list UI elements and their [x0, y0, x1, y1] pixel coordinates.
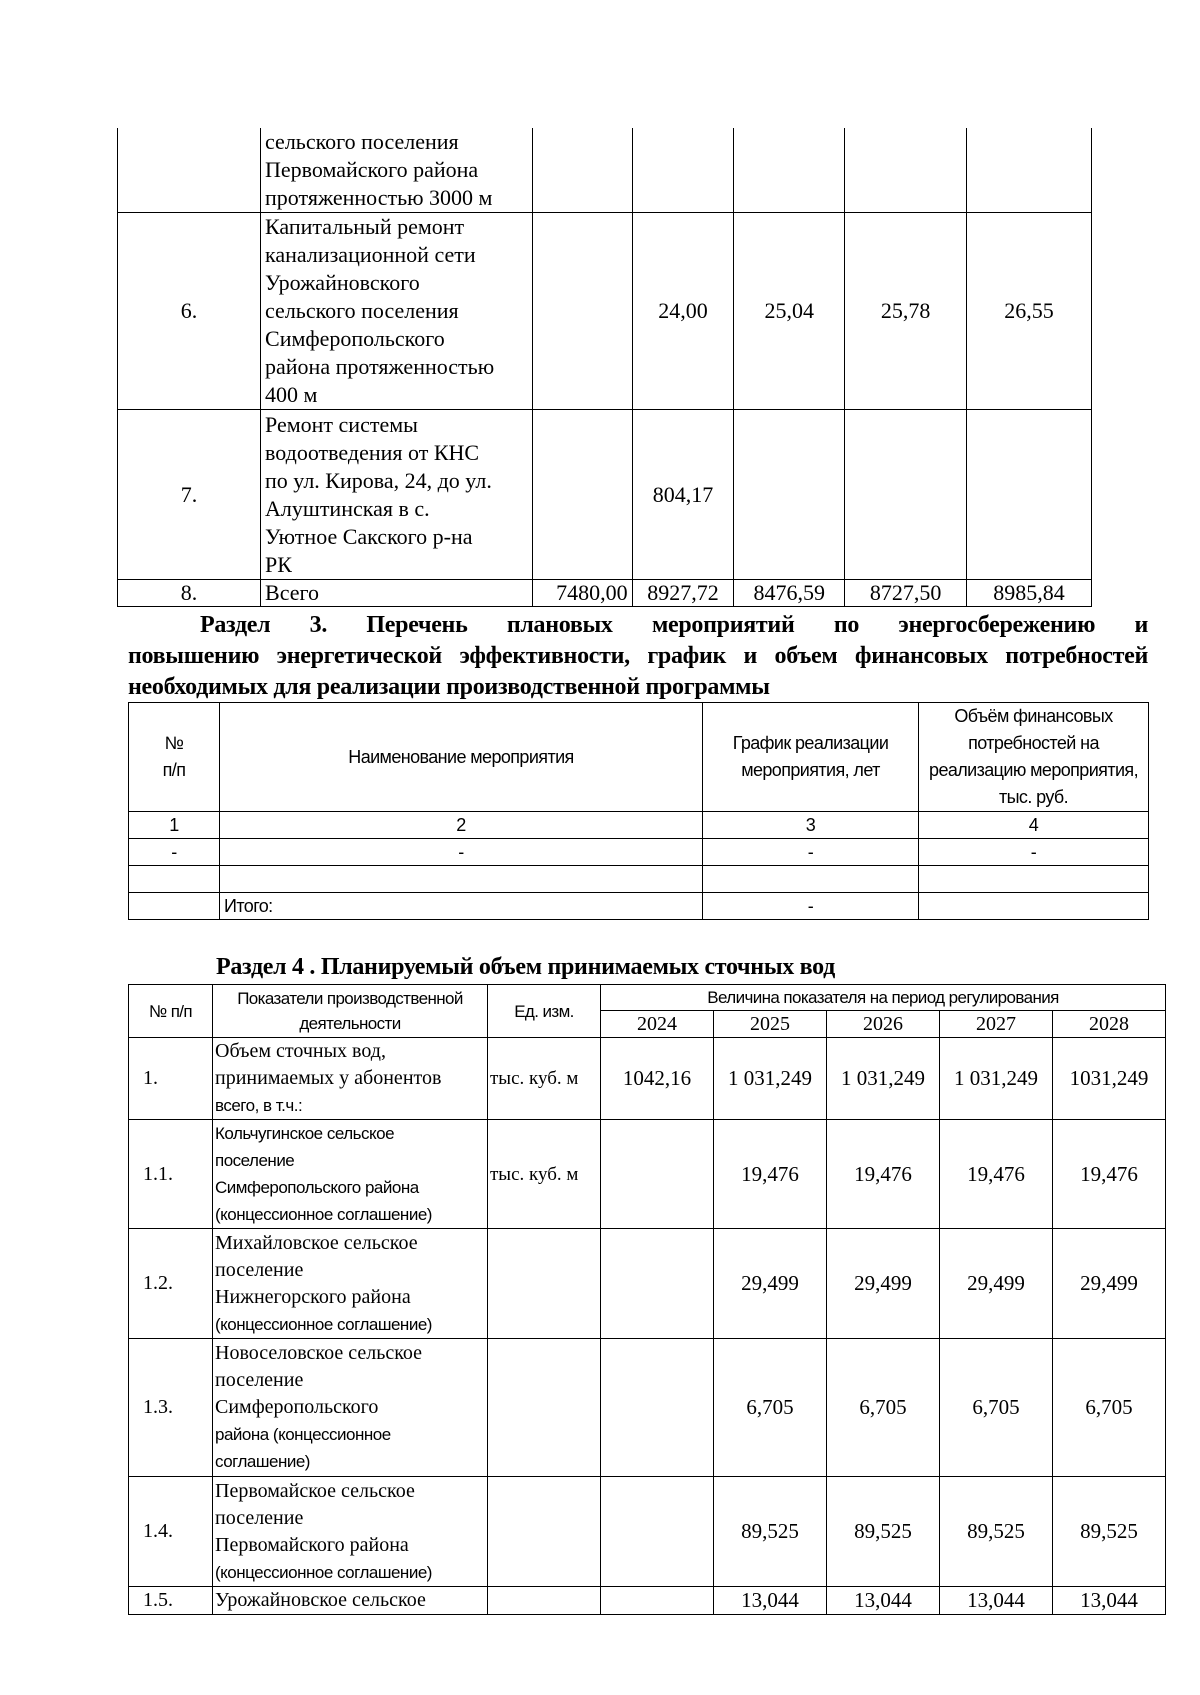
name-line: Первомайского района	[265, 157, 479, 182]
row-number: 1.1.	[129, 1120, 213, 1229]
value-cell: 1 031,249	[714, 1038, 827, 1120]
name-line: 400 м	[265, 382, 318, 407]
total-row	[129, 893, 1149, 920]
row-number	[118, 128, 261, 213]
row-name	[261, 213, 533, 410]
row-number: 8.	[118, 580, 261, 607]
name-line: поселение	[215, 1151, 295, 1170]
value-cell	[845, 410, 967, 580]
name-line: соглашение)	[215, 1452, 310, 1471]
header-no: № п/п	[129, 985, 213, 1038]
name-line: протяженностью 3000 м	[265, 185, 493, 210]
value-cell: 25,04	[734, 213, 845, 410]
value-cell: 1 031,249	[940, 1038, 1053, 1120]
name-line: Урожайновского	[265, 270, 420, 295]
unit-cell: тыс. куб. м	[488, 1120, 601, 1229]
total-value: -	[703, 893, 919, 920]
value-cell: 13,044	[940, 1587, 1053, 1615]
row-name	[213, 1477, 488, 1587]
column-number: 4	[919, 812, 1149, 839]
header-financing: Объём финансовых потребностей на реализацию мероприятия, тыс. руб.	[919, 703, 1149, 812]
value-cell: 7480,00	[532, 580, 632, 607]
value-cell	[601, 1229, 714, 1339]
value-cell: 13,044	[827, 1587, 940, 1615]
name-line: Объем сточных вод,	[215, 1040, 386, 1062]
value-cell: 1 031,249	[827, 1038, 940, 1120]
column-number: 2	[220, 812, 703, 839]
name-line: Первомайское сельское	[215, 1479, 415, 1502]
section-3-title	[128, 610, 1148, 703]
row-number: 1.	[129, 1038, 213, 1120]
name-line: Кольчугинское сельское	[215, 1124, 395, 1143]
name-line: Алуштинская в с.	[265, 495, 430, 521]
investment-table	[117, 128, 1092, 607]
name-line: поселение	[215, 1258, 304, 1281]
header-no: № п/п	[129, 703, 220, 812]
cell	[220, 866, 703, 893]
cell	[919, 866, 1149, 893]
name-line: (концессионное соглашение)	[215, 1562, 432, 1582]
name-line: водоотведения от КНС	[265, 439, 480, 465]
name-line: Новоселовское сельское	[215, 1342, 423, 1364]
header-indicator: Показатели производственной деятельности	[213, 985, 488, 1038]
section-4-title: Раздел 4 . Планируемый объем принимаемых сточных вод	[216, 954, 836, 980]
value-cell	[601, 1120, 714, 1229]
value-cell: 6,705	[1053, 1339, 1166, 1477]
row-number: 7.	[118, 410, 261, 580]
name-line: сельского поселения	[265, 129, 459, 154]
header-schedule: График реализации мероприятия, лет	[703, 703, 919, 812]
value-cell: 26,55	[967, 213, 1092, 410]
name-line: района протяженностью	[265, 354, 495, 379]
name-line: Нижнегорского района	[215, 1285, 411, 1308]
name-line: канализационной сети	[265, 242, 476, 267]
value-cell: 19,476	[827, 1120, 940, 1229]
value-cell: 19,476	[940, 1120, 1053, 1229]
value-cell: 25,78	[845, 213, 967, 410]
cell	[129, 893, 220, 920]
name-line: Симферопольского	[265, 326, 445, 351]
section-3-title-line: Раздел 3. Перечень плановых мероприятий по энергосбережению и	[200, 612, 1148, 638]
header-name: Наименование мероприятия	[220, 703, 703, 812]
value-cell: 6,705	[827, 1339, 940, 1477]
value-cell	[845, 128, 967, 213]
row-name	[213, 1038, 488, 1120]
value-cell: 19,476	[714, 1120, 827, 1229]
value-cell: 8476,59	[734, 580, 845, 607]
year-cell: 2028	[1053, 1011, 1166, 1038]
value-cell: 804,17	[632, 410, 734, 580]
value-cell	[967, 128, 1092, 213]
table-header-row	[129, 703, 1149, 812]
row-name: Урожайновское сельское	[213, 1587, 488, 1615]
cell	[703, 866, 919, 893]
table-header-row	[129, 985, 1166, 1011]
row-number: 1.2.	[129, 1229, 213, 1339]
name-line: всего, в т.ч.:	[215, 1096, 303, 1115]
name-line: Ремонт системы	[265, 411, 418, 437]
total-row	[118, 580, 1092, 607]
unit-cell: тыс. куб. м	[488, 1038, 601, 1120]
table-row	[129, 1339, 1166, 1477]
value-cell	[532, 410, 632, 580]
column-number-row	[129, 812, 1149, 839]
row-number: 1.3.	[129, 1339, 213, 1477]
value-cell	[601, 1477, 714, 1587]
row-name	[213, 1339, 488, 1477]
name-line: Симферопольского района	[215, 1178, 419, 1197]
value-cell: 8927,72	[632, 580, 734, 607]
name-line: Первомайского района	[215, 1533, 409, 1556]
value-cell: 29,499	[940, 1229, 1053, 1339]
name-line: района (концессионное	[215, 1425, 391, 1444]
table-row	[118, 128, 1092, 213]
name-line: по ул. Кирова, 24, до ул.	[265, 467, 492, 493]
year-cell: 2024	[601, 1011, 714, 1038]
value-cell: 6,705	[714, 1339, 827, 1477]
value-cell	[601, 1587, 714, 1615]
value-cell	[967, 410, 1092, 580]
row-name: Всего	[261, 580, 533, 607]
value-cell: 6,705	[940, 1339, 1053, 1477]
table-row	[129, 1229, 1166, 1339]
unit-cell	[488, 1339, 601, 1477]
wastewater-volume-table	[128, 984, 1166, 1615]
name-line: Симферопольского	[215, 1396, 379, 1418]
year-cell: 2025	[714, 1011, 827, 1038]
unit-cell	[488, 1477, 601, 1587]
value-cell: 29,499	[1053, 1229, 1166, 1339]
row-number: 1.5.	[129, 1587, 213, 1615]
value-cell: 89,525	[714, 1477, 827, 1587]
table-row	[118, 410, 1092, 580]
name-line: Михайловское сельское	[215, 1231, 418, 1254]
name-line: сельского поселения	[265, 298, 459, 323]
header-period: Величина показателя на период регулирования	[601, 985, 1166, 1011]
table-row	[129, 1038, 1166, 1120]
header-unit: Ед. изм.	[488, 985, 601, 1038]
row-number: 1.4.	[129, 1477, 213, 1587]
row-name	[261, 410, 533, 580]
value-cell	[632, 128, 734, 213]
unit-cell	[488, 1587, 601, 1615]
energy-saving-table	[128, 702, 1149, 920]
table-row	[129, 839, 1149, 866]
row-number: 6.	[118, 213, 261, 410]
column-number: 3	[703, 812, 919, 839]
total-label: Итого:	[220, 893, 703, 920]
year-cell: 2027	[940, 1011, 1053, 1038]
table-row	[129, 1120, 1166, 1229]
name-line: принимаемых у абонентов	[215, 1067, 442, 1089]
value-cell: 89,525	[1053, 1477, 1166, 1587]
cell: -	[919, 839, 1149, 866]
cell: -	[703, 839, 919, 866]
value-cell: 89,525	[940, 1477, 1053, 1587]
table-row	[118, 213, 1092, 410]
value-cell	[532, 213, 632, 410]
column-number: 1	[129, 812, 220, 839]
name-line: Уютное Сакского р-на	[265, 523, 473, 549]
name-line: поселение	[215, 1369, 304, 1391]
cell	[919, 893, 1149, 920]
table-row	[129, 1587, 1166, 1615]
value-cell: 24,00	[632, 213, 734, 410]
value-cell: 89,525	[827, 1477, 940, 1587]
value-cell: 13,044	[714, 1587, 827, 1615]
name-line: Капитальный ремонт	[265, 214, 465, 239]
year-cell: 2026	[827, 1011, 940, 1038]
value-cell: 19,476	[1053, 1120, 1166, 1229]
unit-cell	[488, 1229, 601, 1339]
value-cell: 29,499	[714, 1229, 827, 1339]
value-cell	[601, 1339, 714, 1477]
value-cell: 8727,50	[845, 580, 967, 607]
name-line: (концессионное соглашение)	[215, 1314, 432, 1334]
value-cell: 1031,249	[1053, 1038, 1166, 1120]
name-line: поселение	[215, 1506, 304, 1529]
name-line: (концессионное соглашение)	[215, 1205, 432, 1224]
section-3-title-rest: повышению энергетической эффективности, график и объем финансовых потребностей необходимых для реализации производственной программы	[128, 643, 1148, 700]
row-name	[213, 1120, 488, 1229]
table-row	[129, 866, 1149, 893]
row-name	[261, 128, 533, 213]
value-cell	[532, 128, 632, 213]
value-cell: 1042,16	[601, 1038, 714, 1120]
value-cell	[734, 128, 845, 213]
value-cell: 29,499	[827, 1229, 940, 1339]
cell: -	[129, 839, 220, 866]
row-name	[213, 1229, 488, 1339]
value-cell	[734, 410, 845, 580]
cell	[129, 866, 220, 893]
value-cell: 13,044	[1053, 1587, 1166, 1615]
value-cell: 8985,84	[967, 580, 1092, 607]
cell: -	[220, 839, 703, 866]
name-line: РК	[265, 551, 292, 577]
table-row	[129, 1477, 1166, 1587]
